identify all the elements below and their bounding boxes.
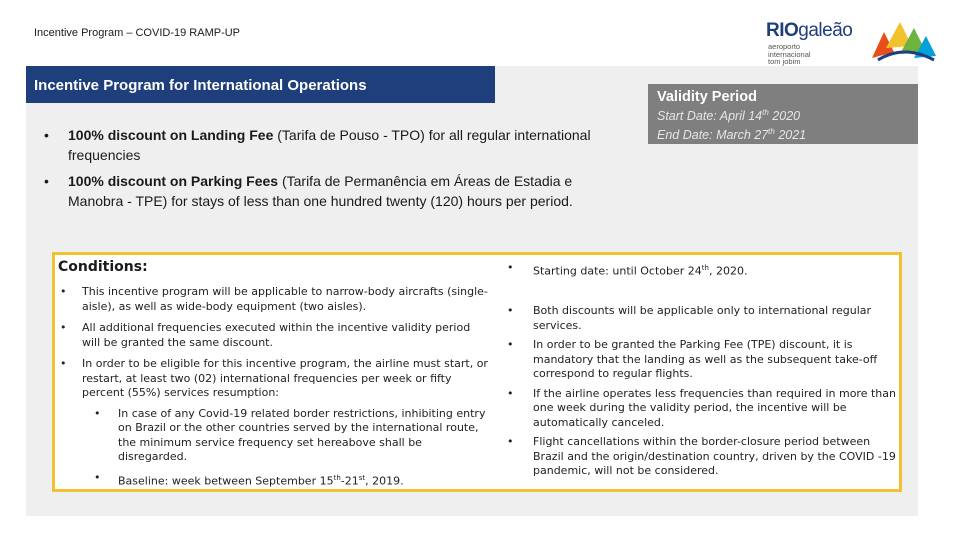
condition-item: • This incentive program will be applicable to narrow-body aircrafts (single-aisle), as well as wide-body equipment (two aisles). (58, 285, 488, 314)
conditions-box (52, 252, 902, 492)
condition-item-starting-date: • Starting date: until October 24th, 2020. (505, 261, 900, 279)
condition-item: • If the airline operates less frequencies than required in more than one week during the validity period, the incentive will be automatically canceled. (505, 387, 900, 431)
conditions-right-column (505, 261, 900, 479)
logo-sub-line-3: tom jobim (768, 57, 801, 66)
conditions-title: Conditions: (58, 259, 148, 275)
condition-sub-item: • In case of any Covid-19 related border restrictions, inhibiting entry on Brazil or the other countries served by the international route, the minimum service frequency set hereabove shall be disregarded. (82, 407, 488, 465)
condition-item: • Both discounts will be applicable only to international regular services. (505, 304, 900, 333)
discount-item-landing-fee: • 100% discount on Landing Fee (Tarifa de Pouso - TPO) for all regular international frequencies (44, 125, 604, 165)
validity-title: Validity Period (657, 89, 757, 105)
section-title: Incentive Program for International Operations (26, 66, 495, 103)
condition-sub-item-baseline: • Baseline: week between September 15th-21st, 2019. (82, 471, 488, 489)
logo-brand-bold: RIO (766, 20, 799, 41)
condition-item: • Flight cancellations within the border-closure period between Brazil and the origin/destination country, driven by the COVID -19 pandemic, will not be considered. (505, 435, 900, 479)
discount-item-parking-fee: • 100% discount on Parking Fees (Tarifa de Permanência em Áreas de Estadia e Manobra - TPE) for stays of less than one hundred twenty (120) hours per period. (44, 171, 604, 211)
condition-item: • In order to be granted the Parking Fee (TPE) discount, it is mandatory that the landing as well as the subsequent take-off correspond to regular flights. (505, 338, 900, 382)
validity-period-box (648, 84, 918, 144)
logo-wordmark (766, 20, 852, 42)
validity-end-date: End Date: March 27th 2021 (657, 127, 807, 143)
condition-item: • All additional frequencies executed within the incentive validity period will be granted the same discount. (58, 321, 488, 350)
conditions-sub-list (82, 407, 488, 489)
riogaleao-logo-mark-icon (870, 18, 938, 62)
discount-list (44, 125, 604, 217)
validity-start-date: Start Date: April 14th 2020 (657, 108, 801, 124)
logo-brand-light: galeão (798, 20, 853, 41)
logo-sub-line-1: aeroporto (768, 42, 801, 51)
conditions-right-list (505, 261, 900, 479)
conditions-left-column (58, 259, 488, 496)
riogaleao-logo (766, 18, 936, 66)
logo-subtitle (768, 43, 811, 66)
logo-sub-line-2: internacional (768, 49, 811, 59)
page-top-title: Incentive Program – COVID-19 RAMP-UP (34, 27, 241, 39)
condition-item: • In order to be eligible for this incentive program, the airline must start, or restart, at least two (02) international frequencies per week or fifty percent (55%) services resumption: • In case of any Covid-19 related border restrictions, inhibiting entry on Brazil or the other countries served by the international route, the minimum service frequency set hereabove shall be disregarded. • Baseline: week between September 15th-21st, 2019. (58, 357, 488, 489)
conditions-left-list (58, 285, 488, 489)
